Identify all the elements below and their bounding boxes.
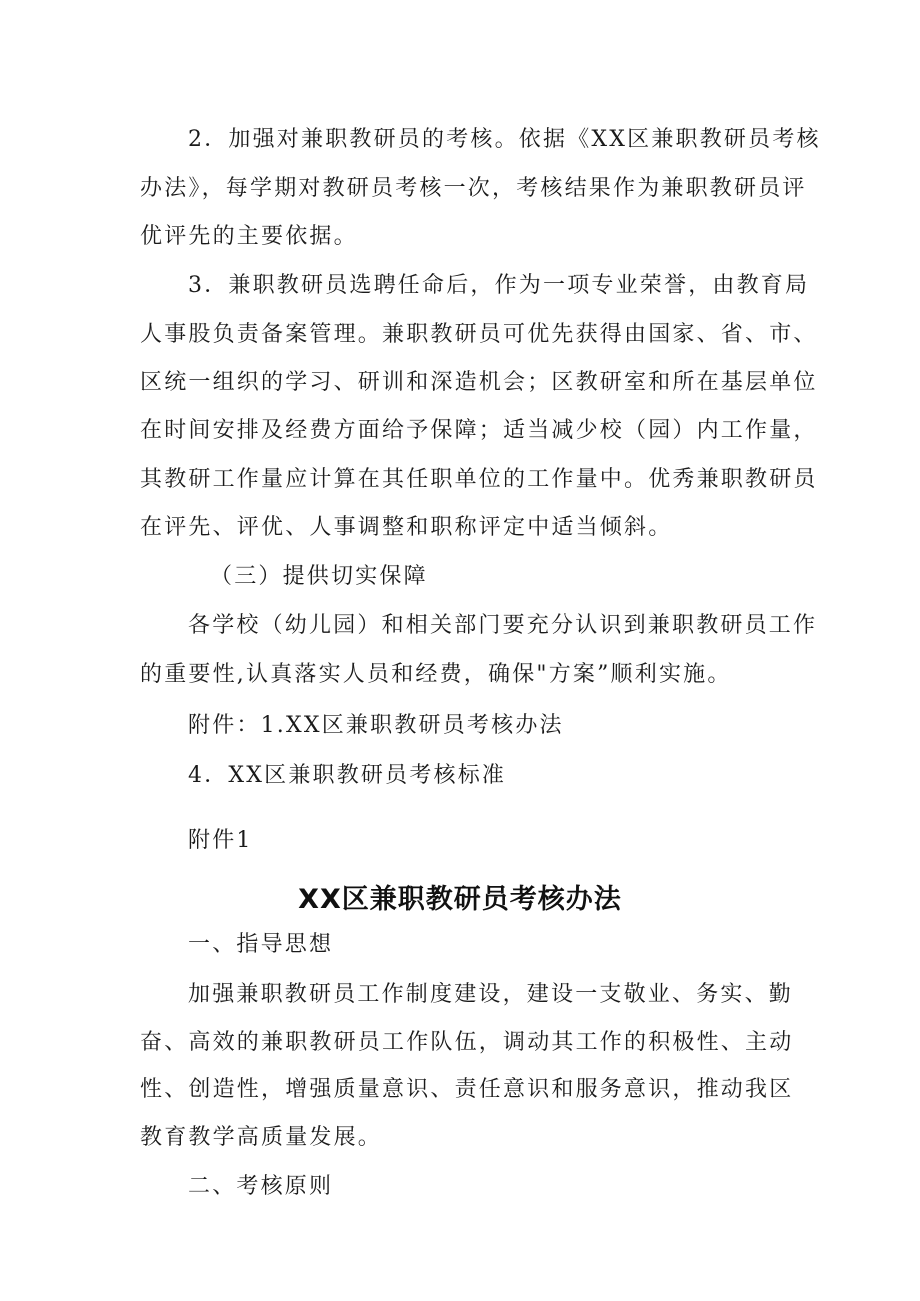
paragraph-line: 3．兼职教研员选聘任命后，作为一项专业荣誉，由教育局 <box>188 273 810 298</box>
paragraph-line: 优评先的主要依据。 <box>140 224 358 249</box>
attachment-label: 附件1 <box>188 828 253 853</box>
section-heading: 一、指导思想 <box>188 932 334 957</box>
paragraph-line: 办法》，每学期对教研员考核一次，考核结果作为兼职教研员评 <box>140 176 807 201</box>
paragraph-line: 各学校（幼儿园）和相关部门要充分认识到兼职教研员工作 <box>188 613 818 638</box>
paragraph-line: 加强兼职教研员工作制度建设，建设一支敬业、务实、勤 <box>188 982 794 1007</box>
paragraph-line: 在时间安排及经费方面给予保障；适当减少校（园）内工作量， <box>140 418 818 443</box>
paragraph-line: 在评先、评优、人事调整和职称评定中适当倾斜。 <box>140 515 673 540</box>
document-title: XX区兼职教研员考核办法 <box>298 884 622 915</box>
attachment-line: 附件：1.XX区兼职教研员考核办法 <box>188 713 564 738</box>
attachment-line: 4．XX区兼职教研员考核标准 <box>188 763 507 788</box>
section-heading: 二、考核原则 <box>188 1174 334 1199</box>
paragraph-line: 教育教学高质量发展。 <box>140 1125 383 1150</box>
paragraph-line: 2．加强对兼职教研员的考核。依据《XX区兼职教研员考核 <box>188 127 821 152</box>
paragraph-line: 的重要性,认真落实人员和经费，确保"方案”顺利实施。 <box>140 662 732 687</box>
paragraph-line: 性、创造性，增强质量意识、责任意识和服务意识，推动我区 <box>140 1077 794 1102</box>
paragraph-line: 奋、高效的兼职教研员工作队伍，调动其工作的积极性、主动 <box>140 1030 794 1055</box>
section-heading: （三）提供切实保障 <box>210 564 428 589</box>
paragraph-line: 人事股负责备案管理。兼职教研员可优先获得由国家、省、市、 <box>140 322 818 347</box>
paragraph-line: 其教研工作量应计算在其任职单位的工作量中。优秀兼职教研员 <box>140 467 818 492</box>
paragraph-line: 区统一组织的学习、研训和深造机会；区教研室和所在基层单位 <box>140 370 818 395</box>
